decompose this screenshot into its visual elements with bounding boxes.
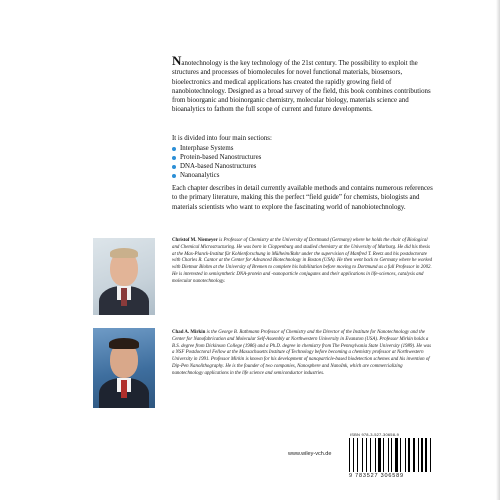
barcode-bar bbox=[418, 438, 419, 472]
barcode-bar bbox=[353, 438, 355, 472]
barcode-graphic bbox=[349, 438, 433, 472]
barcode-bar bbox=[430, 438, 431, 472]
barcode-bar bbox=[406, 438, 407, 472]
section-label: Nanoanalytics bbox=[180, 172, 220, 179]
barcode-bar bbox=[388, 438, 389, 472]
sections-list bbox=[172, 144, 434, 180]
intro-paragraph bbox=[172, 53, 434, 115]
author-bio-niemeyer bbox=[172, 238, 434, 286]
author-name: Christof M. Niemeyer bbox=[172, 238, 218, 243]
barcode-bar bbox=[357, 438, 358, 472]
isbn-label: ISBN 978-3-527-30658-9 bbox=[350, 432, 400, 437]
barcode-bar bbox=[370, 438, 372, 472]
author-bio-text: is Professor of Chemistry at the University of Dortmund (Germany) where he holds the chair of Biological and Chemical Microstructuring. He was born in Cloppenburg and studied chemistry at the University of Marburg. He did his thesis at the Max-Planck-Institut für Kohlenforschung in Mülheim/Ruhr under the supervision of Manfred T. Reetz and his postdoctorate with Charles R. Cantor at the Center for Advanced Biotechnology in Boston (USA). He then went back to Germany where he worked with Dietmar Blohm at the University of Bremen to complete his habilitation before moving to Dortmund as a full Professor in 2002. He is interested in semisynthetic DNA-protein and -nanoparticle conjugates and their applications in life-sciences, catalysis and molecular nanotechnology. bbox=[172, 238, 433, 284]
bullet-icon bbox=[172, 147, 176, 151]
intro-paragraph-body: anotechnology is the key technology of the 21st century. The possibility to exploit the structures and processes of biomolecules for novel functional materials, biosensors, bioelectronics and medical applications has created the rapidly growing field of nanobiotechnology. Designed as a broad survey of the field, this book combines contributions from bioorganic and bioinorganic chemistry, molecular biology, materials science and bioanalytics to fathom the full scope of current and future developments. bbox=[172, 60, 431, 114]
barcode-bar bbox=[351, 438, 352, 472]
sections-lead: It is divided into four main sections: bbox=[172, 135, 272, 142]
barcode-bar bbox=[364, 438, 366, 472]
photo-tie bbox=[121, 380, 127, 398]
barcode-bar bbox=[382, 438, 383, 472]
barcode-bar bbox=[411, 438, 412, 472]
intro-text-block bbox=[172, 53, 434, 123]
barcode-bar bbox=[376, 438, 377, 472]
list-item bbox=[172, 144, 434, 153]
section-label: DNA-based Nanostructures bbox=[180, 163, 257, 170]
barcode-bar bbox=[378, 438, 380, 472]
section-label: Interphase Systems bbox=[180, 145, 234, 152]
dropcap-letter: N bbox=[172, 53, 182, 68]
barcode-bar bbox=[395, 438, 397, 472]
barcode-digits: 9 783527 306589 bbox=[349, 473, 404, 479]
barcode-bar bbox=[359, 438, 361, 472]
barcode-bar bbox=[389, 438, 390, 472]
barcode-bar bbox=[428, 438, 429, 472]
chapter-paragraph: Each chapter describes in detail currently available methods and contains numerous references to the primary literature, making this the perfect “field guide” for chemists, biologists and materials scientists who want to explore the fascinating world of nanobiotechnology. bbox=[172, 185, 433, 211]
barcode-bar bbox=[408, 438, 410, 472]
barcode-bar bbox=[413, 438, 415, 472]
list-item bbox=[172, 162, 434, 171]
barcode-bar bbox=[400, 438, 401, 472]
barcode-bar bbox=[425, 438, 427, 472]
barcode-bar bbox=[362, 438, 363, 472]
sections-list-block bbox=[172, 134, 434, 180]
barcode-bar bbox=[405, 438, 406, 472]
author-photo-mirkin bbox=[93, 328, 155, 408]
barcode-bar bbox=[424, 438, 425, 472]
barcode-bar bbox=[383, 438, 384, 472]
list-item bbox=[172, 171, 434, 180]
barcode-bar bbox=[349, 438, 350, 472]
barcode-bar bbox=[416, 438, 417, 472]
page-edge-shadow bbox=[496, 0, 500, 500]
author-bio-text: is the George B. Rathmann Professor of Chemistry and the Director of the Institute for Nanotechnology and the Center for Nanofabrication and Molecular Self-Assembly at Northwestern University in Evanston (USA). Professor Mirkin holds a B.S. degree from Dickinson College (1986) and a Ph.D. degree in chemistry from The Pennsylvania State University (1989). He was a NSF Postdoctoral Fellow at the Massachusetts Institute of Technology before becoming a chemistry professor at Northwestern University in 1991. Professor Mirkin is known for his development of nanoparticle-based biodetection schemes and his invention of Dip-Pen Nanolithography. He is the founder of two companies, Nanosphere and NanoInk, which are commercializing nanotechnology applications in the life science and semiconductor industries. bbox=[172, 330, 431, 376]
bullet-icon bbox=[172, 165, 176, 169]
list-item bbox=[172, 153, 434, 162]
photo-hair bbox=[109, 338, 139, 349]
barcode-bar bbox=[372, 438, 374, 472]
author-photo-niemeyer bbox=[93, 238, 155, 315]
barcode-bar bbox=[385, 438, 387, 472]
barcode-bar bbox=[366, 438, 367, 472]
section-label: Protein-based Nanostructures bbox=[180, 154, 262, 161]
publisher-website: www.wiley-vch.de bbox=[288, 451, 332, 457]
barcode-bar bbox=[402, 438, 404, 472]
photo-tie bbox=[121, 288, 127, 306]
barcode-bar bbox=[355, 438, 356, 472]
barcode-bar bbox=[391, 438, 392, 472]
barcode-bar bbox=[393, 438, 395, 472]
author-bio-mirkin bbox=[172, 330, 434, 378]
barcode-bar bbox=[368, 438, 369, 472]
author-name: Chad A. Mirkin bbox=[172, 330, 206, 335]
bullet-icon bbox=[172, 156, 176, 160]
barcode-bar bbox=[399, 438, 400, 472]
barcode-bar bbox=[421, 438, 423, 472]
barcode-bar bbox=[431, 438, 432, 472]
barcode-bar bbox=[419, 438, 420, 472]
photo-hair bbox=[110, 248, 138, 258]
barcode-bar bbox=[375, 438, 376, 472]
bullet-icon bbox=[172, 174, 176, 178]
chapter-description bbox=[172, 184, 434, 212]
